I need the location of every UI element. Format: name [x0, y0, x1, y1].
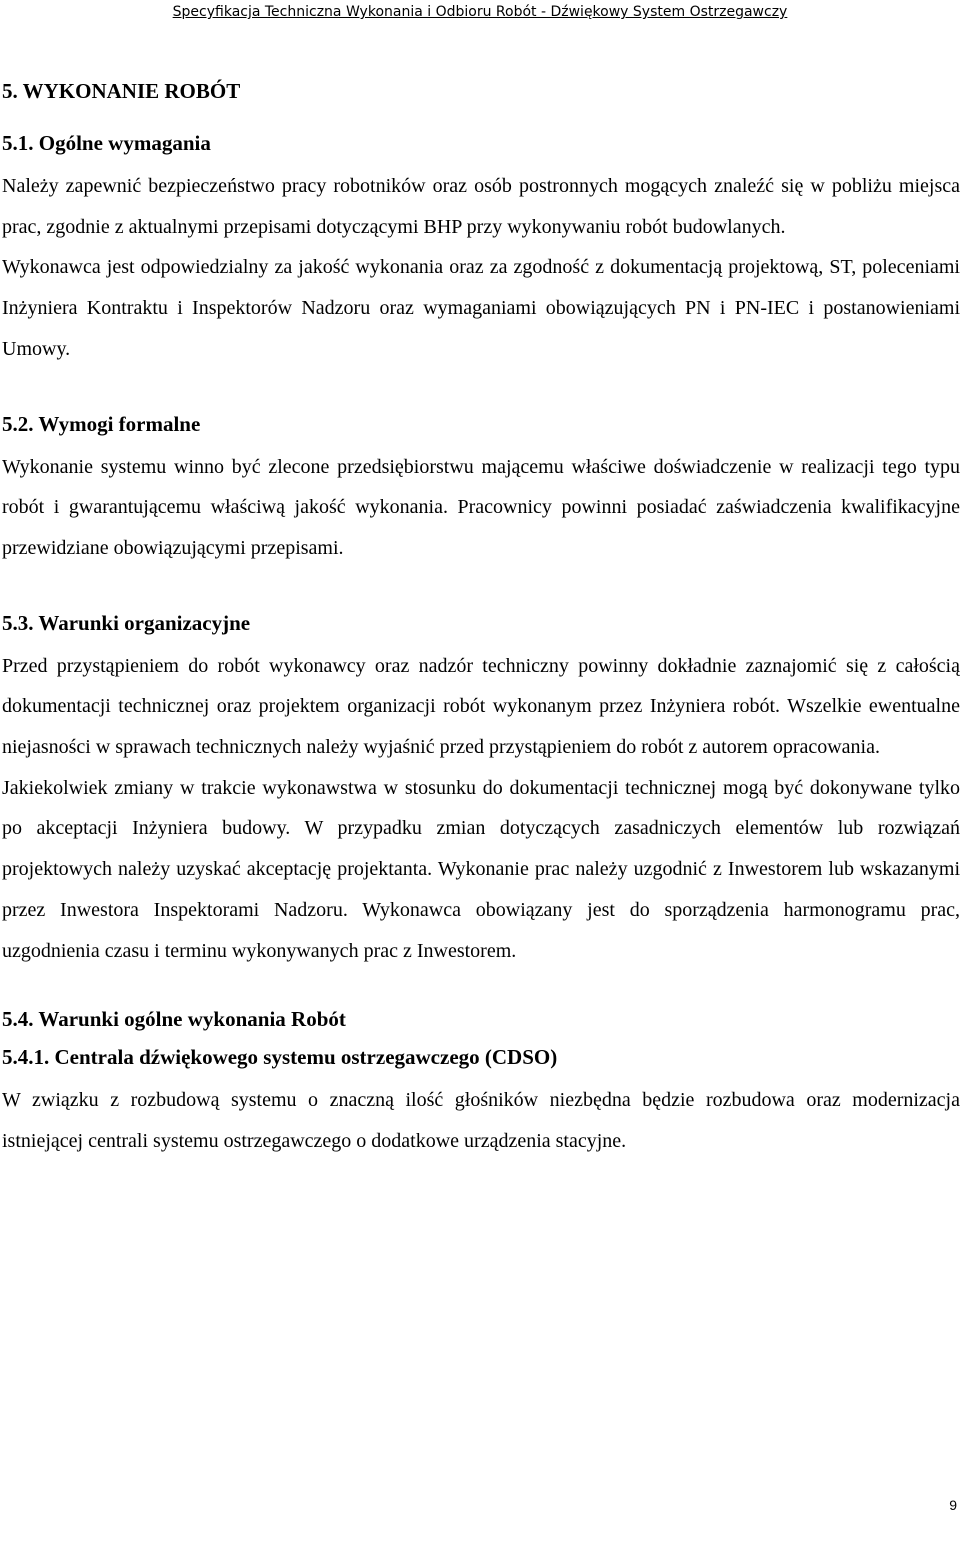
- section-title: 5.2. Wymogi formalne: [2, 411, 201, 436]
- section-title: 5.1. Ogólne wymagania: [2, 131, 211, 155]
- paragraph-text: Wykonanie systemu winno być zlecone przedsiębiorstwu mającemu właściwe doświadczenie w realizacji tego typu robót i gwarantującemu właściwą jakość wykonania.: [2, 455, 960, 519]
- section-spacer: [2, 971, 960, 1004]
- paragraph: [2, 166, 960, 247]
- running-header: [0, 3, 960, 21]
- paragraph-text: W związku z rozbudową systemu o znaczną ilość głośników niezbędna będzie rozbudowa oraz modernizacja istniejącej centrali systemu ostrzegawczego o dodatkowe urządzenia stacyjne.: [2, 1089, 960, 1152]
- paragraph-text: Pracownicy powinni posiadać zaświadczenia kwalifikacyjne przewidziane obowiązującymi przepisami.: [2, 496, 960, 559]
- subsection-title: 5.4.1. Centrala dźwiękowego systemu ostrzegawczego (CDSO): [2, 1045, 558, 1070]
- paragraph: [2, 646, 960, 768]
- section-title: 5.3. Warunki organizacyjne: [2, 610, 251, 635]
- paragraph-text: Przed przystąpieniem do robót wykonawcy oraz nadzór techniczny powinny dokładnie zaznajomić się z całością dokumentacji technicznej oraz projektem organizacji robót wykonanym przez Inżyniera robót. Wszelkie ewentualne niejasności w sprawach technicznych należy wyjaśnić przed przystąpieniem do robót z autorem opracowania.: [2, 654, 960, 759]
- section-spacer: [2, 569, 960, 608]
- section-5-4: [2, 1004, 960, 1161]
- paragraph: [2, 1080, 960, 1161]
- paragraph: [2, 247, 960, 369]
- paragraph-text: Wykonawca jest odpowiedzialny za jakość wykonania oraz za zgodność z dokumentacją projektową, ST, poleceniami Inżyniera Kontraktu i Inspektorów Nadzoru oraz wymaganiami obowiązujących PN i PN-IEC i postanowieniami Umowy.: [2, 256, 960, 360]
- page-number: 9: [949, 1497, 957, 1513]
- paragraph-text: Należy zapewnić bezpieczeństwo pracy robotników oraz osób postronnych mogących znaleźć się w pobliżu miejsca prac, zgodnie z aktualnymi przepisami dotyczącymi BHP przy wykonywaniu robót budowlanych.: [2, 175, 960, 238]
- chapter-title: 5. WYKONANIE ROBÓT: [2, 79, 241, 103]
- paragraph: [2, 768, 960, 972]
- section-5-2: [2, 409, 960, 569]
- section-spacer: [2, 370, 960, 409]
- paragraph-text: Jakiekolwiek zmiany w trakcie wykonawstwa w stosunku do dokumentacji technicznej mogą być dokonywane tylko po akceptacji Inżyniera budowy. W przypadku zmian dotyczących zasadniczych elementów lub rozwiązań projektowych należy uzyskać akceptację projektanta. Wykonanie prac należy uzgodnić z Inwestorem lub wskazanymi przez Inwestora Inspektorami Nadzoru. Wykonawca obowiązany jest do sporządzenia harmonogramu prac, uzgodnienia czasu i terminu wykonywanych prac z Inwestorem.: [2, 776, 960, 962]
- document-body: [2, 76, 960, 1162]
- section-5-3: [2, 608, 960, 972]
- paragraph: [2, 447, 960, 569]
- section-title: 5.4. Warunki ogólne wykonania Robót: [2, 1007, 346, 1032]
- section-5-1: [2, 128, 960, 370]
- running-header-title: Specyfikacja Techniczna Wykonania i Odbioru Robót - Dźwiękowy System Ostrzegawczy: [172, 4, 788, 20]
